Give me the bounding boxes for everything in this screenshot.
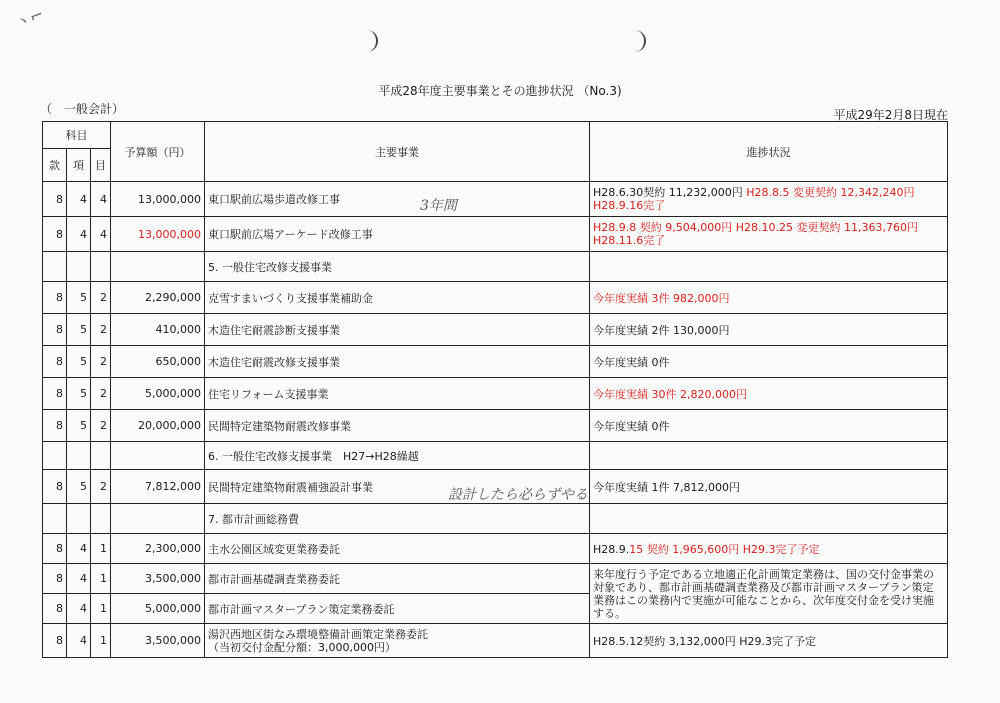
cell-kou: 4: [67, 594, 91, 624]
document-title: 平成28年度主要事業とその進捗状況 （No.3): [378, 84, 622, 98]
cell-moku: 2: [91, 410, 111, 442]
table-row: [43, 624, 948, 658]
header-budget: 予算額（円）: [111, 122, 205, 182]
cell-budget: [111, 252, 205, 282]
project-name: 都市計画マスタープラン策定業務委託: [208, 602, 395, 616]
cell-progress: [590, 282, 948, 314]
header-project: 主要事業: [205, 122, 590, 182]
progress-text-highlight: 今年度実績 3件 982,000円: [593, 291, 730, 305]
cell-budget: 13,000,000: [111, 217, 205, 252]
project-name: 6. 一般住宅改修支援事業 H27→H28繰越: [208, 449, 419, 463]
cell-project: [205, 504, 590, 534]
progress-text: H28.6.30契約 11,232,000円: [593, 186, 747, 199]
cell-budget: 13,000,000: [111, 182, 205, 217]
cell-kan: 8: [43, 182, 67, 217]
project-name: 克雪すまいづくり支援事業補助金: [208, 291, 374, 305]
cell-kou: 5: [67, 470, 91, 504]
header-kan: 款: [43, 149, 67, 182]
cell-budget: 3,500,000: [111, 624, 205, 658]
cell-kan: 8: [43, 410, 67, 442]
table-row: [43, 442, 948, 470]
handwritten-note: 3年間: [420, 198, 457, 214]
cell-progress-merged: 来年度行う予定である立地適正化計画策定業務は、国の交付金事業の対象であり、都市計画基礎調査業務及び都市計画マスタープラン策定業務はこの業務内で実施が可能なことから、次年度交付金を受け実施する。: [590, 564, 948, 624]
cell-budget: 410,000: [111, 314, 205, 346]
project-name: 木造住宅耐震改修支援事業: [208, 355, 341, 369]
cell-project: [205, 252, 590, 282]
table-row: [43, 564, 948, 594]
cell-kan: [43, 442, 67, 470]
table-row: [43, 314, 948, 346]
table-row: [43, 217, 948, 252]
cell-project: [205, 217, 590, 252]
as-of-date: 平成29年2月8日現在: [833, 108, 948, 122]
corner-mark: ヽ⌐: [11, 4, 47, 33]
project-name: 民間特定建築物耐震改修事業: [208, 419, 352, 433]
cell-kan: 8: [43, 378, 67, 410]
cell-kou: 5: [67, 378, 91, 410]
cell-moku: [91, 252, 111, 282]
cell-kan: 8: [43, 217, 67, 252]
cell-progress: [590, 442, 948, 470]
punch-hole-left: [360, 30, 378, 52]
cell-moku: 1: [91, 624, 111, 658]
cell-progress: [590, 252, 948, 282]
progress-text: 今年度実績 2件 130,000円: [593, 323, 730, 337]
cell-progress: [590, 217, 948, 252]
cell-kan: 8: [43, 564, 67, 594]
cell-project: [205, 624, 590, 658]
progress-text-highlight: 15 契約 1,965,600円 H29.3完了予定: [629, 542, 820, 556]
cell-kan: 8: [43, 346, 67, 378]
progress-text: H28.5.12契約 3,132,000円 H29.3完了予定: [593, 634, 817, 648]
project-name: 住宅リフォーム支援事業: [208, 387, 329, 401]
progress-text-highlight: H28.9.8 契約 9,504,000円 H28.10.25 変更契約 11,363,760円 H28.11.6完了: [593, 221, 918, 247]
project-name: 東口駅前広場歩道改修工事: [208, 193, 341, 206]
table-body: [43, 182, 948, 658]
cell-kan: 8: [43, 534, 67, 564]
cell-progress: [590, 182, 948, 217]
cell-project: [205, 442, 590, 470]
cell-progress: [590, 504, 948, 534]
table-row: [43, 378, 948, 410]
project-name: 東口駅前広場アーケード改修工事: [208, 228, 373, 241]
cell-progress: [590, 346, 948, 378]
cell-moku: 4: [91, 217, 111, 252]
cell-budget: [111, 504, 205, 534]
cell-kan: 8: [43, 314, 67, 346]
cell-budget: 3,500,000: [111, 564, 205, 594]
cell-moku: 1: [91, 594, 111, 624]
cell-progress: [590, 470, 948, 504]
progress-text-highlight: 今年度実績 30件 2,820,000円: [593, 387, 748, 401]
account-label: （ 一般会計）: [40, 102, 125, 116]
cell-budget: 7,812,000: [111, 470, 205, 504]
cell-project: [205, 534, 590, 564]
cell-project: [205, 346, 590, 378]
cell-project: [205, 410, 590, 442]
project-name: 民間特定建築物耐震補強設計事業: [208, 480, 374, 494]
progress-text: 今年度実績 1件 7,812,000円: [593, 480, 741, 494]
cell-kou: 4: [67, 534, 91, 564]
progress-text-highlight: H28.8.5 変更契約 12,342,240円 H28.9.16完了: [593, 186, 915, 212]
project-name: 木造住宅耐震診断支援事業: [208, 323, 341, 337]
cell-kou: 4: [67, 182, 91, 217]
cell-moku: 1: [91, 534, 111, 564]
cell-budget: 650,000: [111, 346, 205, 378]
progress-text: 今年度実績 0件: [593, 355, 670, 369]
punch-hole-right: [628, 30, 646, 52]
cell-kou: 5: [67, 282, 91, 314]
cell-moku: [91, 442, 111, 470]
cell-kou: 4: [67, 624, 91, 658]
cell-moku: 2: [91, 314, 111, 346]
cell-moku: 2: [91, 378, 111, 410]
cell-moku: 4: [91, 182, 111, 217]
cell-moku: [91, 504, 111, 534]
cell-kou: 4: [67, 217, 91, 252]
cell-moku: 2: [91, 282, 111, 314]
cell-progress: [590, 314, 948, 346]
cell-kou: 5: [67, 314, 91, 346]
cell-kan: 8: [43, 470, 67, 504]
table-row: [43, 282, 948, 314]
cell-kan: [43, 504, 67, 534]
project-name: 湯沢西地区街なみ環境整備計画策定業務委託: [208, 627, 429, 641]
project-name: 7. 都市計画総務費: [208, 512, 300, 526]
table-row: [43, 346, 948, 378]
header-kamoku: 科目: [43, 122, 111, 149]
cell-budget: 2,300,000: [111, 534, 205, 564]
cell-kan: [43, 252, 67, 282]
cell-kan: 8: [43, 624, 67, 658]
cell-project: [205, 282, 590, 314]
progress-text: 今年度実績 0件: [593, 419, 670, 433]
cell-project: [205, 314, 590, 346]
header-kou: 項: [67, 149, 91, 182]
cell-budget: 5,000,000: [111, 378, 205, 410]
cell-budget: 20,000,000: [111, 410, 205, 442]
cell-moku: 1: [91, 564, 111, 594]
cell-kou: 4: [67, 564, 91, 594]
table-row: [43, 534, 948, 564]
cell-project: [205, 182, 590, 217]
project-name: 都市計画基礎調査業務委託: [208, 572, 341, 586]
cell-kou: 5: [67, 346, 91, 378]
cell-progress: [590, 624, 948, 658]
cell-moku: 2: [91, 470, 111, 504]
header-moku: 目: [91, 149, 111, 182]
cell-progress: [590, 534, 948, 564]
cell-project: [205, 594, 590, 624]
cell-moku: 2: [91, 346, 111, 378]
table-row: [43, 252, 948, 282]
cell-project: [205, 378, 590, 410]
project-note: （当初交付金配分額：3,000,000円）: [208, 640, 397, 654]
cell-project: [205, 564, 590, 594]
cell-progress: [590, 378, 948, 410]
table-row: [43, 504, 948, 534]
progress-text: H28.9.: [593, 542, 630, 556]
project-table: [42, 121, 948, 658]
project-name: 主水公園区域変更業務委託: [208, 542, 341, 556]
header-progress: 進捗状況: [590, 122, 948, 182]
cell-kan: 8: [43, 594, 67, 624]
table-row: [43, 410, 948, 442]
cell-kou: 5: [67, 410, 91, 442]
cell-kan: 8: [43, 282, 67, 314]
cell-kou: [67, 442, 91, 470]
cell-budget: [111, 442, 205, 470]
project-name: 5. 一般住宅改修支援事業: [208, 260, 333, 274]
cell-budget: 5,000,000: [111, 594, 205, 624]
handwritten-note: 設計したら必らずやる: [448, 487, 588, 503]
cell-kou: [67, 252, 91, 282]
table-row: [43, 182, 948, 217]
cell-progress: [590, 410, 948, 442]
cell-budget: 2,290,000: [111, 282, 205, 314]
cell-kou: [67, 504, 91, 534]
